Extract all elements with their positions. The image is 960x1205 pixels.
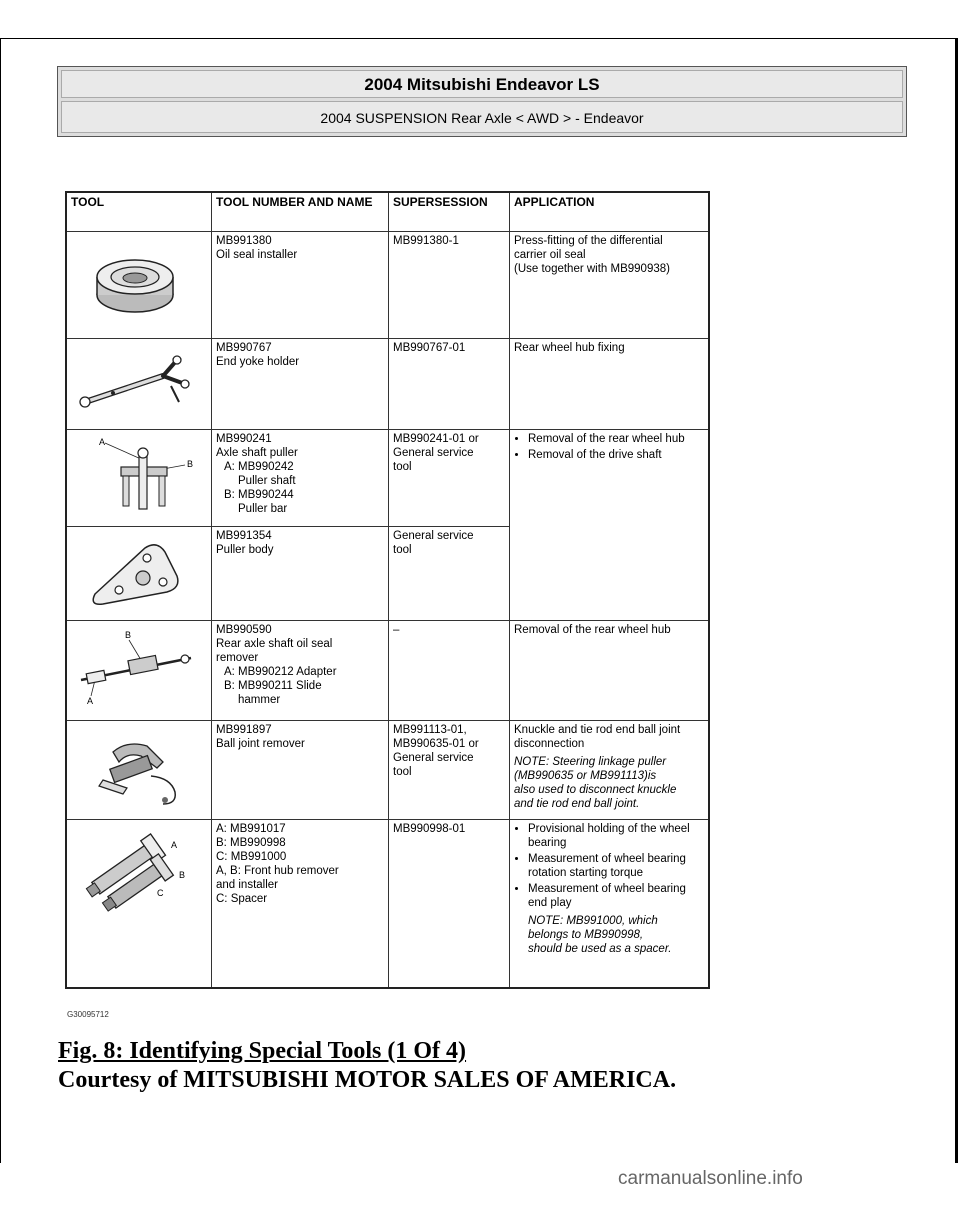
tool-name: Rear axle shaft oil seal [216, 638, 333, 650]
tool-number: B: MB990998 [216, 837, 286, 849]
note-line: and tie rod end ball joint. [514, 798, 640, 810]
application-cell [510, 820, 710, 988]
tool-sub-name: hammer [238, 694, 281, 706]
application-cell [510, 621, 710, 721]
application-cell [510, 339, 710, 430]
tool-number-cell [212, 527, 389, 621]
application-item: • Removal of the drive shaft [528, 448, 704, 462]
table-row [66, 621, 709, 721]
application-item: • Measurement of wheel bearing rotation starting torque [528, 852, 704, 880]
site-watermark: carmanualsonline.info [618, 1168, 803, 1189]
supersession-text: MB990767-01 [393, 342, 466, 354]
application-text: Rear wheel hub fixing [514, 342, 625, 354]
column-header-tool: TOOL [66, 192, 212, 232]
oil-seal-remover-icon [67, 622, 203, 720]
tool-image-cell [66, 527, 212, 621]
callout-label: B [125, 629, 132, 640]
tool-sub-name: Puller shaft [238, 475, 296, 487]
tool-sub-number: B: MB990211 Slide [224, 680, 322, 692]
application-text: Knuckle and tie rod end ball joint [514, 724, 681, 736]
table-row [66, 339, 709, 430]
supersession-cell [389, 721, 510, 820]
tool-number: MB990590 [216, 624, 272, 636]
application-item: • Removal of the rear wheel hub [528, 432, 704, 446]
tool-number-cell [212, 721, 389, 820]
application-text: (Use together with MB990938) [514, 263, 670, 275]
document-header [57, 66, 907, 137]
table-row [66, 430, 709, 527]
supersession-text: tool [393, 766, 412, 778]
tool-image-cell [66, 621, 212, 721]
callout-label: B [179, 870, 186, 881]
application-text: Removal of the rear wheel hub [514, 624, 671, 636]
tool-number-cell [212, 430, 389, 527]
tool-name: End yoke holder [216, 356, 300, 368]
tool-name: and installer [216, 879, 279, 891]
application-note [514, 914, 704, 956]
tool-image-cell [66, 232, 212, 339]
table-row [66, 721, 709, 820]
application-list [514, 432, 704, 462]
tool-number: MB990767 [216, 342, 272, 354]
application-cell [510, 430, 710, 621]
note-line: NOTE: Steering linkage puller [514, 756, 667, 768]
tool-sub-number: B: MB990244 [224, 489, 294, 501]
column-header-supersession: SUPERSESSION [389, 192, 510, 232]
tool-name: remover [216, 652, 259, 664]
tool-image-cell [66, 820, 212, 988]
tool-image-cell [66, 430, 212, 527]
supersession-cell [389, 527, 510, 621]
supersession-text: – [393, 624, 400, 636]
tool-name: C: Spacer [216, 893, 268, 905]
callout-label: C [157, 888, 164, 899]
figure-code: G30095712 [67, 1010, 109, 1019]
application-note [514, 755, 704, 811]
tool-number: MB991897 [216, 724, 272, 736]
application-list [514, 822, 704, 910]
tool-number: A: MB991017 [216, 823, 286, 835]
tool-number-cell [212, 232, 389, 339]
supersession-text: General service [393, 752, 474, 764]
document-subtitle: 2004 SUSPENSION Rear Axle < AWD > - Endeavor [61, 101, 903, 133]
tool-name: Oil seal installer [216, 249, 298, 261]
tool-sub-number: A: MB990242 [224, 461, 294, 473]
column-header-tool-number: TOOL NUMBER AND NAME [212, 192, 389, 232]
tool-name: Puller body [216, 544, 274, 556]
note-line: NOTE: MB991000, which [528, 915, 658, 927]
supersession-text: MB991113-01, [393, 724, 467, 736]
note-line: should be used as a spacer. [528, 943, 672, 955]
tool-image-cell [66, 339, 212, 430]
tool-number: MB991380 [216, 235, 272, 247]
tool-image-cell [66, 721, 212, 820]
tool-sub-name: Puller bar [238, 503, 288, 515]
application-text: carrier oil seal [514, 249, 586, 261]
callout-label: A [99, 436, 106, 447]
table-row [66, 820, 709, 988]
document-title: 2004 Mitsubishi Endeavor LS [61, 70, 903, 98]
supersession-text: MB990998-01 [393, 823, 466, 835]
supersession-cell [389, 232, 510, 339]
supersession-text: MB991380-1 [393, 235, 459, 247]
supersession-cell [389, 430, 510, 527]
tool-number-cell [212, 621, 389, 721]
callout-label: A [87, 695, 94, 706]
tool-sub-number: A: MB990212 Adapter [224, 666, 337, 678]
special-tools-table [65, 191, 710, 989]
supersession-cell [389, 621, 510, 721]
tool-number-cell [212, 820, 389, 988]
table-row [66, 232, 709, 339]
oil-seal-installer-icon [67, 233, 203, 338]
callout-label: B [187, 458, 194, 469]
column-header-application: APPLICATION [510, 192, 710, 232]
note-line: belongs to MB990998, [528, 929, 644, 941]
supersession-text: MB990635-01 or [393, 738, 479, 750]
application-item: • Provisional holding of the wheel bearing [528, 822, 704, 850]
courtesy-line: Courtesy of MITSUBISHI MOTOR SALES OF AMERICA. [58, 1067, 677, 1093]
supersession-text: tool [393, 461, 412, 473]
figure-caption: Fig. 8: Identifying Special Tools (1 Of 4) [58, 1038, 467, 1064]
table-header-row [66, 192, 709, 232]
tool-name: A, B: Front hub remover [216, 865, 339, 877]
application-text: disconnection [514, 738, 585, 750]
note-line: also used to disconnect knuckle [514, 784, 677, 796]
front-hub-remover-icon [67, 820, 203, 986]
tool-number: C: MB991000 [216, 851, 287, 863]
end-yoke-holder-icon [67, 340, 203, 429]
supersession-text: tool [393, 544, 412, 556]
supersession-cell [389, 820, 510, 988]
application-text: Press-fitting of the differential [514, 235, 663, 247]
callout-label: A [171, 840, 178, 851]
application-item: • Measurement of wheel bearing end play [528, 882, 704, 910]
puller-body-icon [67, 528, 203, 620]
tool-name: Ball joint remover [216, 738, 305, 750]
tool-number: MB991354 [216, 530, 272, 542]
supersession-cell [389, 339, 510, 430]
ball-joint-remover-icon [67, 722, 203, 819]
tool-number-cell [212, 339, 389, 430]
tool-number: MB990241 [216, 433, 272, 445]
application-cell [510, 721, 710, 820]
application-cell [510, 232, 710, 339]
axle-shaft-puller-icon [67, 431, 203, 526]
supersession-text: General service [393, 447, 474, 459]
tool-name: Axle shaft puller [216, 447, 298, 459]
supersession-text: MB990241-01 or [393, 433, 479, 445]
note-line: (MB990635 or MB991113)is [514, 770, 657, 782]
supersession-text: General service [393, 530, 474, 542]
